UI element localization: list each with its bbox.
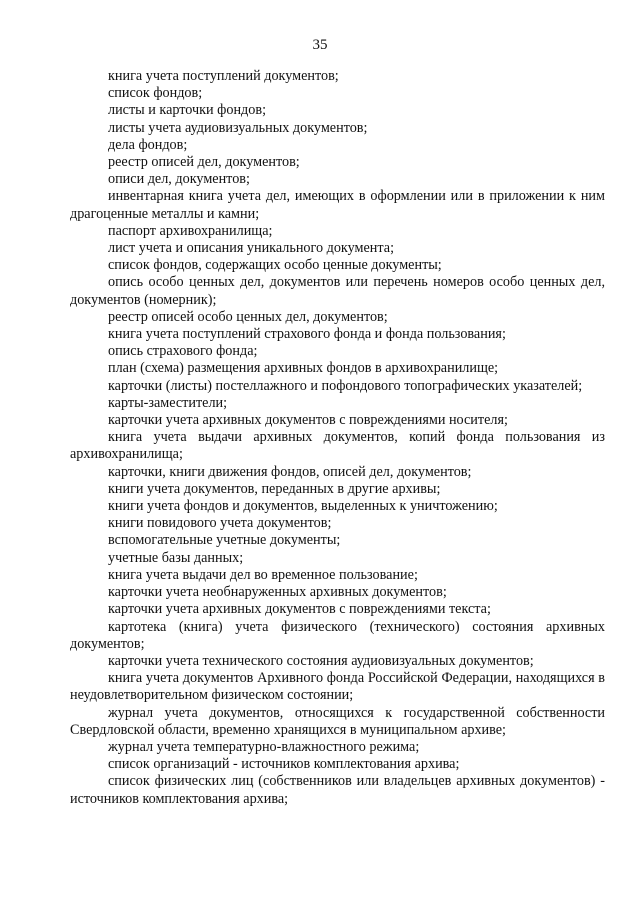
list-item: карточки учета архивных документов с повреждениями носителя;	[108, 412, 508, 429]
list-item: картотека (книга) учета физического (технического) состояния архивных документов;	[70, 618, 605, 652]
list-item: список физических лиц (собственников или владельцев архивных документов) - источников комплектования архива;	[70, 773, 605, 807]
list-item: книга учета поступлений документов;	[108, 68, 339, 84]
list-item: книги повидового учета документов;	[108, 515, 332, 532]
list-item: список организаций - источников комплектования архива;	[108, 756, 460, 773]
list-item: книга учета выдачи архивных документов, копий фонда пользования из архивохранилища;	[70, 429, 605, 463]
list-item: книга учета документов Архивного фонда Российской Федерации, находящихся в неудовлетворительном физическом состоянии;	[70, 670, 605, 704]
list-item: карточки, книги движения фондов, описей дел, документов;	[108, 463, 472, 480]
list-item: карты-заместители;	[108, 394, 228, 411]
list-item: журнал учета документов, относящихся к государственной собственности Свердловской области, временно хранящихся в муниципальном архиве;	[70, 704, 605, 738]
list-item: вспомогательные учетные документы;	[108, 532, 341, 549]
list-item: инвентарная книга учета дел, имеющих в оформлении или в приложении к ним драгоценные металлы и камни;	[70, 188, 605, 222]
list-item: книги учета документов, переданных в другие архивы;	[108, 480, 441, 497]
list-item: описи дел, документов;	[108, 171, 250, 188]
list-item: план (схема) размещения архивных фондов в архивохранилище;	[108, 360, 499, 377]
list-item: список фондов, содержащих особо ценные документы;	[108, 257, 442, 274]
list-item: опись страхового фонда;	[108, 343, 258, 360]
list-item: лист учета и описания уникального документа;	[108, 240, 395, 257]
list-item: список фондов;	[108, 85, 203, 102]
list-item: книга учета поступлений страхового фонда и фонда пользования;	[108, 326, 506, 343]
list-item: учетные базы данных;	[108, 549, 244, 566]
list-item: листы учета аудиовизуальных документов;	[108, 119, 368, 136]
list-item: опись особо ценных дел, документов или перечень номеров особо ценных дел, документов (номерник);	[70, 274, 605, 308]
list-item: реестр описей особо ценных дел, документов;	[108, 308, 388, 325]
list-item: карточки учета архивных документов с повреждениями текста;	[108, 601, 491, 618]
list-item: реестр описей дел, документов;	[108, 154, 300, 171]
list-item: журнал учета температурно-влажностного режима;	[108, 738, 420, 755]
list-item: карточки учета необнаруженных архивных документов;	[108, 584, 447, 601]
list-item: карточки (листы) постеллажного и пофондового топографических указателей;	[108, 377, 583, 394]
document-body	[70, 68, 605, 808]
list-item: карточки учета технического состояния аудиовизуальных документов;	[108, 652, 534, 669]
list-item: дела фондов;	[108, 136, 188, 153]
list-item: листы и карточки фондов;	[108, 102, 267, 119]
page-number: 35	[312, 37, 328, 53]
list-item: книги учета фондов и документов, выделенных к уничтожению;	[108, 498, 498, 515]
list-item: книга учета выдачи дел во временное пользование;	[108, 566, 418, 583]
list-item: паспорт архивохранилища;	[108, 222, 273, 239]
